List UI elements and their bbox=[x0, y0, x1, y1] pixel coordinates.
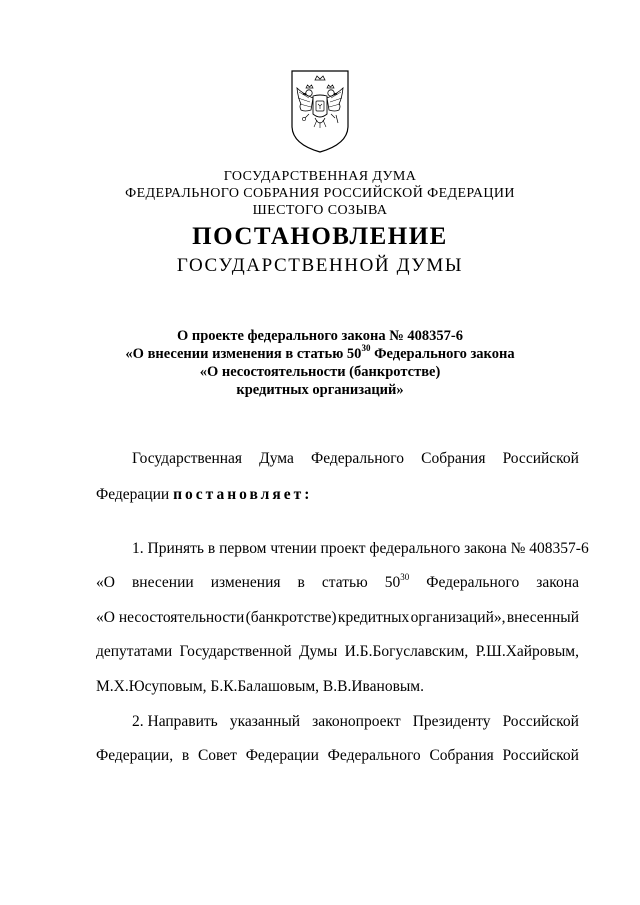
intro-line-1: Государственная Дума Федерального Собрания Российской bbox=[132, 450, 579, 467]
law-title-line-3: «О несостоятельности (банкротстве) bbox=[199, 364, 441, 380]
item1-line-5: М.Х.Юсуповым, Б.К.Балашовым, В.В.Ивановым. bbox=[96, 678, 424, 695]
document-title: ПОСТАНОВЛЕНИЕ bbox=[192, 223, 448, 250]
item1-line-4: депутатами Государственной Думы И.Б.Богуславским, Р.Ш.Хайровым, bbox=[96, 643, 579, 660]
resolves-word: постановляет: bbox=[173, 486, 313, 503]
coat-of-arms-icon bbox=[289, 68, 351, 154]
item2-line-2: Федерации, в Совет Федерации Федерального Собрания Российской bbox=[96, 747, 579, 764]
document-subtitle: ГОСУДАРСТВЕННОЙ ДУМЫ bbox=[176, 255, 464, 276]
header-line-1: ГОСУДАРСТВЕННАЯ ДУМА bbox=[223, 169, 417, 184]
law-title-line-4: кредитных организаций» bbox=[236, 382, 404, 398]
intro-line-2: Федерации постановляет: bbox=[96, 486, 313, 503]
header-line-3: ШЕСТОГО СОЗЫВА bbox=[252, 203, 388, 218]
item1-line-2: «О внесении изменения в статью $50^{30}$ Федерального закона bbox=[96, 571, 579, 591]
law-title-line-1: О проекте федерального закона № 408357-6 bbox=[176, 328, 464, 344]
article-superscript: 30 bbox=[361, 343, 371, 354]
item1-line-1: 1. Принять в первом чтении проект федерального закона № 408357-6 bbox=[132, 540, 589, 557]
item2-line-1: 2. Направить указанный законопроект Президенту Российской bbox=[132, 713, 579, 730]
header-line-2: ФЕДЕРАЛЬНОГО СОБРАНИЯ РОССИЙСКОЙ ФЕДЕРАЦИИ bbox=[125, 186, 515, 201]
item1-line-3: «О несостоятельности (банкротстве) кредитных организаций», внесенный bbox=[96, 609, 579, 626]
law-title-line-2: «О внесении изменения в статью $50^{30}$ Федерального закона bbox=[125, 343, 515, 362]
